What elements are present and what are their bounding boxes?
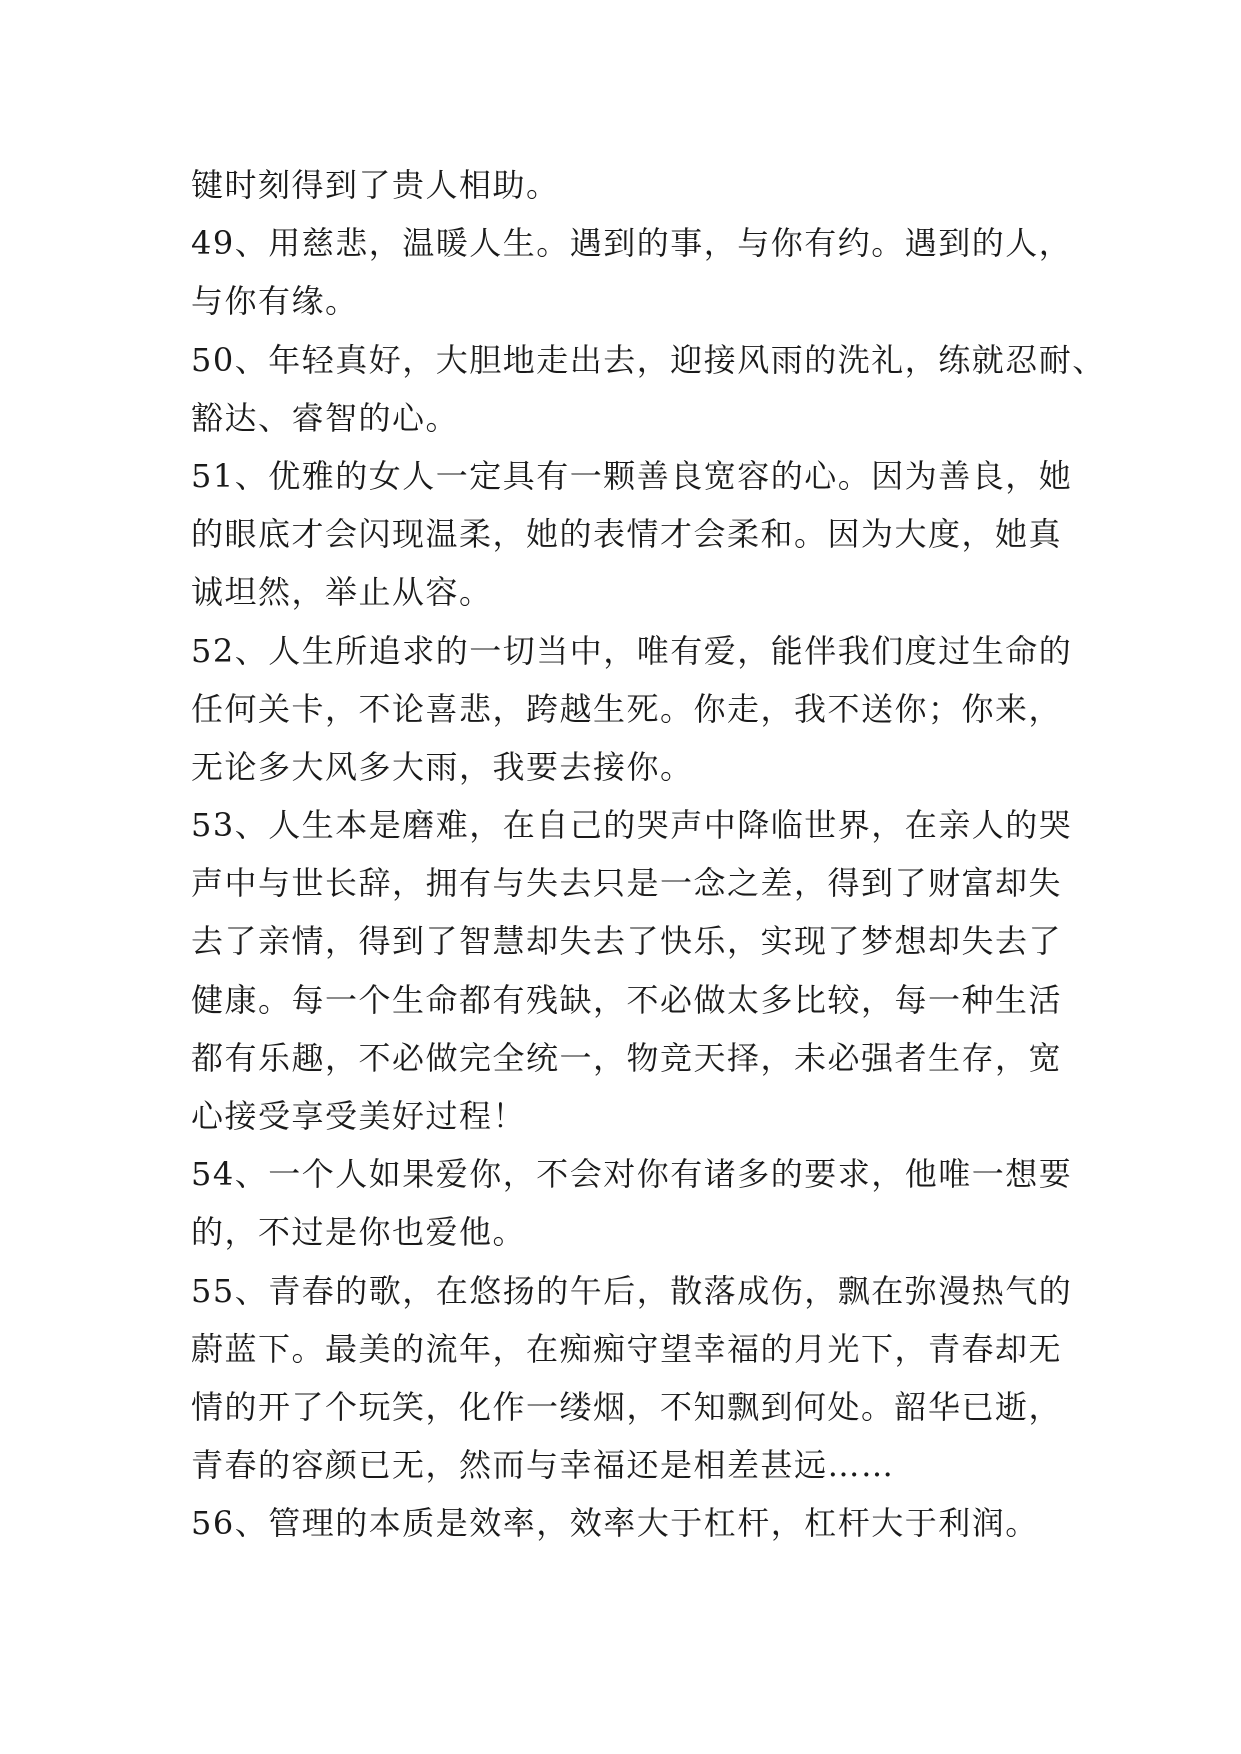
text-line: 50、年轻真好，大胆地走出去，迎接风雨的洗礼，练就忍耐、: [191, 340, 1106, 379]
text-line: 键时刻得到了贵人相助。: [191, 166, 560, 204]
text-line: 53、人生本是磨难，在自己的哭声中降临世界，在亲人的哭: [191, 806, 1073, 845]
text-line: 都有乐趣，不必做完全统一，物竞天择，未必强者生存，宽: [191, 1038, 1063, 1077]
text-line: 51、优雅的女人一定具有一颗善良宽容的心。因为善良，她: [191, 456, 1073, 495]
text-line: 声中与世长辞，拥有与失去只是一念之差，得到了财富却失: [191, 864, 1063, 903]
text-line: 去了亲情，得到了智慧却失去了快乐，实现了梦想却失去了: [191, 922, 1063, 961]
text-line: 52、人生所追求的一切当中，唯有爱，能伴我们度过生命的: [191, 631, 1073, 670]
text-line: 56、管理的本质是效率，效率大于杠杆，杠杆大于利润。: [191, 1504, 1039, 1543]
text-line: 54、一个人如果爱你，不会对你有诸多的要求，他唯一想要: [191, 1155, 1073, 1194]
text-line: 诚坦然，举止从容。: [191, 573, 493, 612]
text-line: 青春的容颜已无，然而与幸福还是相差甚远……: [191, 1446, 895, 1485]
text-line: 49、用慈悲，温暖人生。遇到的事，与你有约。遇到的人，: [191, 224, 1073, 263]
text-line: 与你有缘。: [191, 282, 359, 321]
text-line: 情的开了个玩笑，化作一缕烟，不知飘到何处。韶华已逝，: [191, 1387, 1063, 1426]
text-line: 健康。每一个生命都有残缺，不必做太多比较，每一种生活: [191, 980, 1063, 1019]
body-text: [191, 156, 1106, 1553]
text-line: 的，不过是你也爱他。: [191, 1213, 527, 1252]
text-line: 任何关卡，不论喜悲，跨越生死。你走，我不送你；你来，: [191, 689, 1063, 728]
text-line: 豁达、睿智的心。: [191, 398, 460, 437]
text-line: 心接受享受美好过程！: [191, 1097, 527, 1135]
text-line: 蔚蓝下。最美的流年，在痴痴守望幸福的月光下，青春却无: [191, 1329, 1063, 1368]
text-line: 的眼底才会闪现温柔，她的表情才会柔和。因为大度，她真: [191, 515, 1063, 554]
text-line: 无论多大风多大雨，我要去接你。: [191, 747, 694, 786]
text-line: 55、青春的歌，在悠扬的午后，散落成伤，飘在弥漫热气的: [191, 1271, 1073, 1310]
